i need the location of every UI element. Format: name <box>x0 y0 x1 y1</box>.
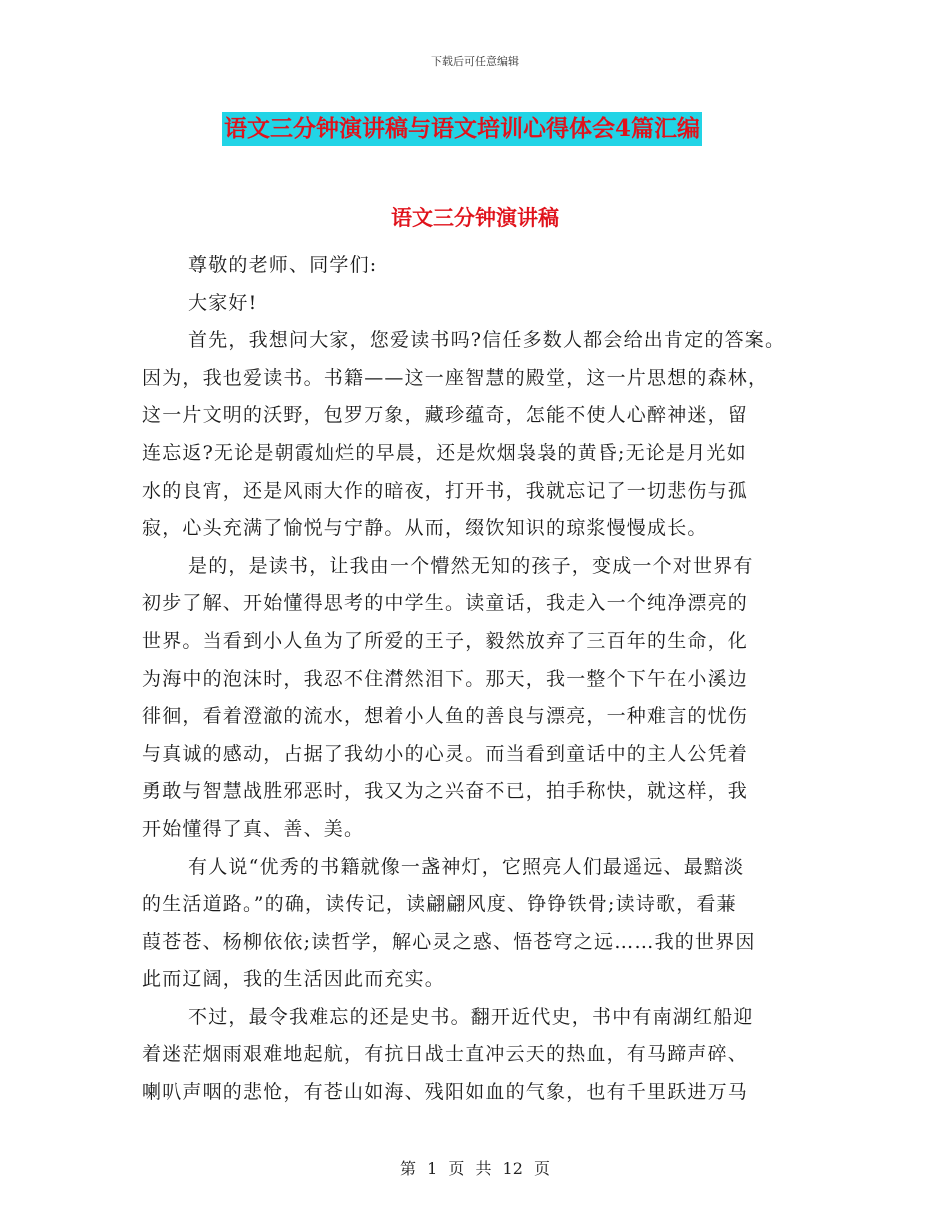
text-line: 的生活道路。”的确，读传记，读翩翩风度、铮铮铁骨;读诗歌，看蒹 <box>142 893 737 916</box>
text-line: 葭苍苍、杨柳依依;读哲学，解心灵之惑、悟苍穹之远……我的世界因 <box>142 930 756 953</box>
text-line: 寂，心头充满了愉悦与宁静。从而，缀饮知识的琼浆慢慢成长。 <box>142 517 708 540</box>
document-title: 语文三分钟演讲稿与语文培训心得体会4篇汇编 <box>222 112 702 146</box>
text-line: 徘徊，看着澄澈的流水，想着小人鱼的善良与漂亮，一种难言的忧伤 <box>142 705 749 728</box>
text-line: 开始懂得了真、善、美。 <box>142 817 365 840</box>
text-line: 尊敬的老师、同学们: <box>188 254 378 276</box>
text-line: 是的，是读书，让我由一个懵然无知的孩子，变成一个对世界有 <box>188 554 754 577</box>
text-line: 初步了解、开始懂得思考的中学生。读童话，我走入一个纯净漂亮的 <box>142 592 749 615</box>
text-line: 喇叭声咽的悲怆，有苍山如海、残阳如血的气象，也有千里跃进万马 <box>142 1081 749 1104</box>
text-line: 勇敢与智慧战胜邪恶时，我又为之兴奋不已，拍手称快，就这样，我 <box>142 780 749 803</box>
page-footer: 第 1 页 共 12 页 <box>400 1159 550 1178</box>
text-line: 与真诚的感动，占据了我幼小的心灵。而当看到童话中的主人公凭着 <box>142 742 749 765</box>
text-line: 这一片文明的沃野，包罗万象，藏珍蕴奇，怎能不使人心醉神迷，留 <box>142 404 749 427</box>
text-line: 连忘返?无论是朝霞灿烂的早晨，还是炊烟袅袅的黄昏;无论是月光如 <box>142 441 747 464</box>
text-line: 世界。当看到小人鱼为了所爱的王子，毅然放弃了三百年的生命，化 <box>142 629 749 652</box>
body-text <box>142 247 832 1112</box>
text-line: 不过，最令我难忘的还是史书。翻开近代史，书中有南湖红船迎 <box>188 1005 754 1028</box>
text-line: 大家好! <box>188 291 258 314</box>
header-note: 下载后可任意编辑 <box>431 55 519 68</box>
text-line: 有人说“优秀的书籍就像一盏神灯，它照亮人们最遥远、最黯淡 <box>188 855 745 878</box>
section-title: 语文三分钟演讲稿 <box>391 205 559 230</box>
text-line: 首先，我想问大家，您爱读书吗?信任多数人都会给出肯定的答案。 <box>188 329 786 352</box>
text-line: 着迷茫烟雨艰难地起航，有抗日战士直冲云天的热血，有马蹄声碎、 <box>142 1043 749 1066</box>
text-line: 因为，我也爱读书。书籍——这一座智慧的殿堂，这一片思想的森林， <box>142 366 769 389</box>
text-line: 水的良宵，还是风雨大作的暗夜，打开书，我就忘记了一切悲伤与孤 <box>142 479 749 502</box>
text-line: 为海中的泡沫时，我忍不住潸然泪下。那天，我一整个下午在小溪边 <box>142 667 749 690</box>
text-line: 此而辽阔，我的生活因此而充实。 <box>142 968 446 991</box>
